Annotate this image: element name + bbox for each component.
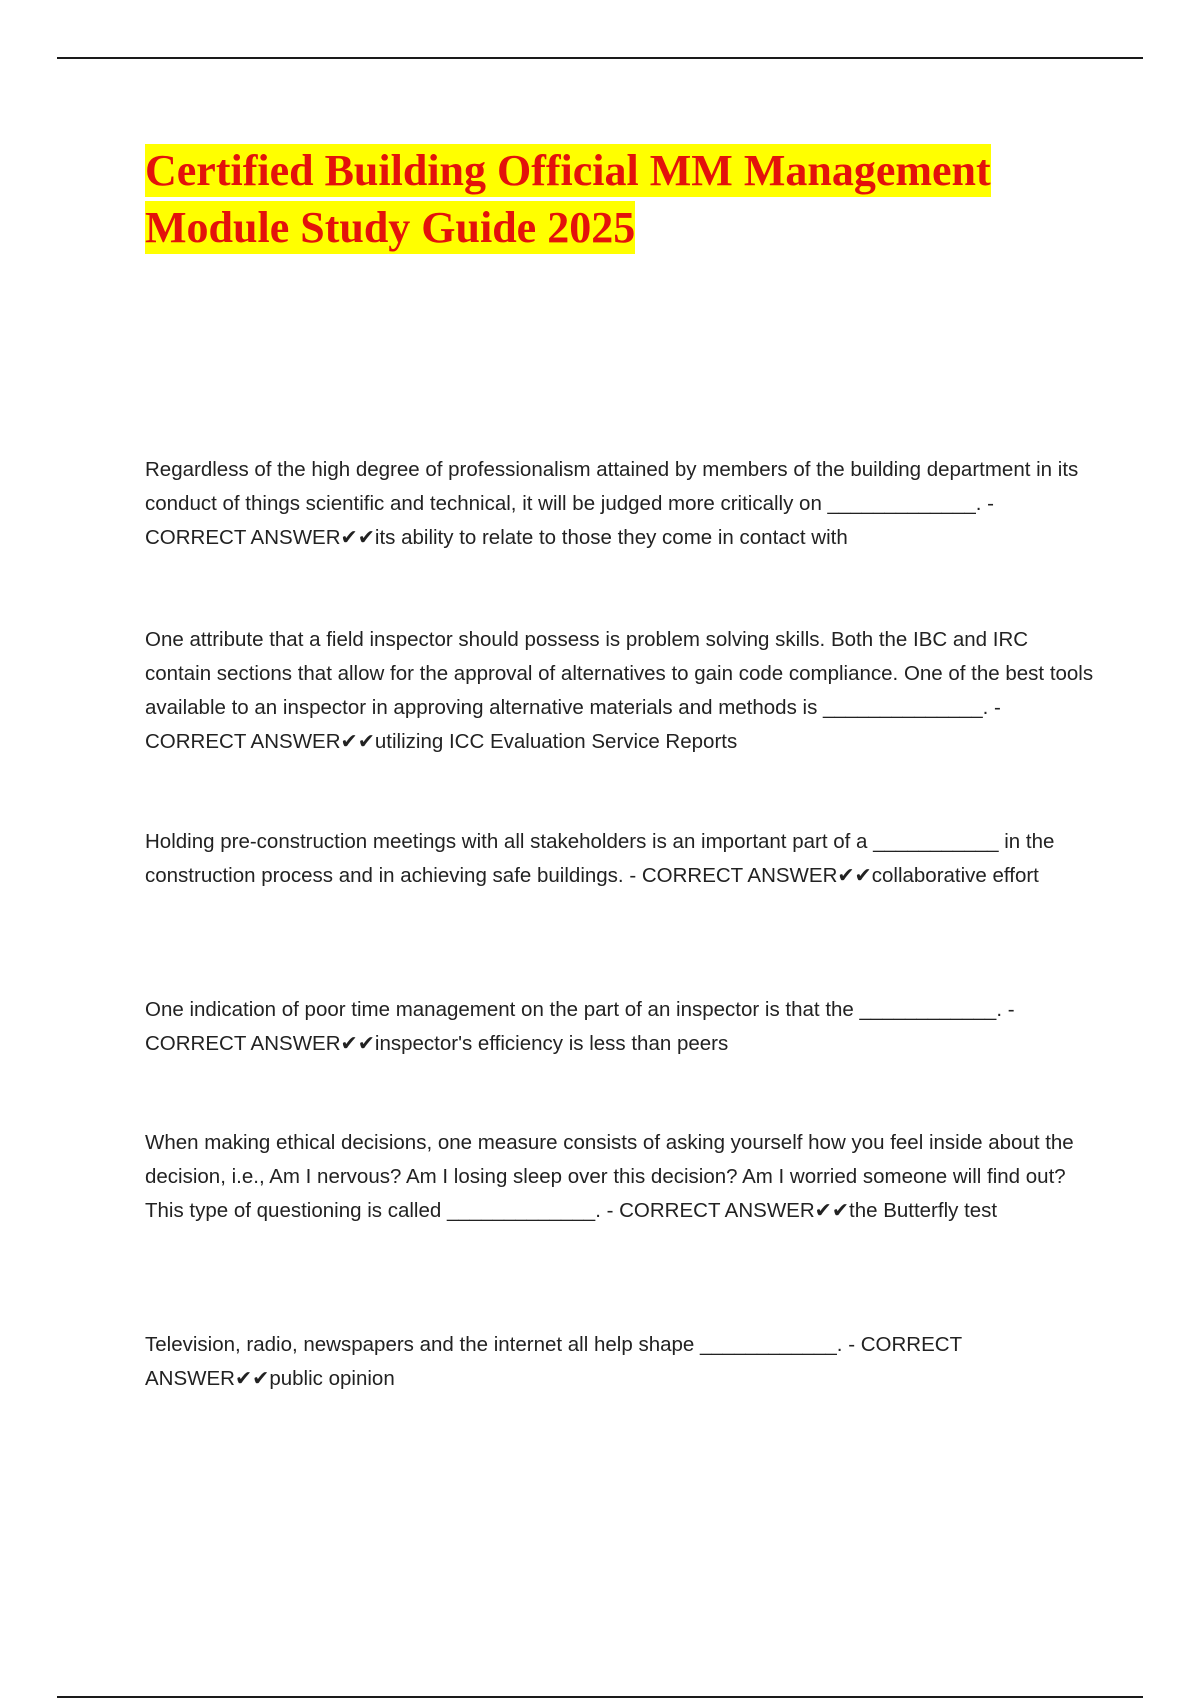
question-text: Regardless of the high degree of professionalism attained by members of the building department in its conduct of things scientific and technical, it will be judged more critically on _____________. xyxy=(145,458,1079,515)
answer-text: collaborative effort xyxy=(871,864,1039,887)
answer-text: the Butterfly test xyxy=(849,1199,998,1222)
question-text: When making ethical decisions, one measure consists of asking yourself how you feel inside about the decision, i.e., Am I nervous? Am I losing sleep over this decision? Am I worried someone will find out? This type of questioning is called _____________. xyxy=(145,1131,1074,1222)
check-marks-icon: ✔✔ xyxy=(340,1032,375,1055)
answer-separator: - xyxy=(1002,998,1015,1021)
answer-label: CORRECT ANSWER xyxy=(145,730,341,753)
qa-item-2 xyxy=(145,623,1095,759)
answer-separator: - xyxy=(981,492,994,515)
top-rule xyxy=(57,57,1143,59)
title-line-1: Certified Building Official MM Management xyxy=(145,146,991,195)
answer-label: CORRECT ANSWER xyxy=(145,1333,962,1390)
qa-item-3 xyxy=(145,825,1095,893)
qa-item-1 xyxy=(145,453,1095,555)
question-text: One attribute that a field inspector should possess is problem solving skills. Both the IBC and IRC contain sections that allow for the approval of alternatives to gain code compliance. One of the best tools available to an inspector in approving alternative materials and methods is ______________. xyxy=(145,628,1094,719)
check-marks-icon: ✔✔ xyxy=(814,1199,849,1222)
bottom-rule xyxy=(57,1696,1143,1698)
qa-item-6 xyxy=(145,1328,1095,1396)
document-title xyxy=(145,142,1085,256)
answer-separator: - xyxy=(988,696,1001,719)
question-text: Television, radio, newspapers and the internet all help shape ____________. xyxy=(145,1333,843,1356)
qa-item-4 xyxy=(145,993,1095,1061)
qa-item-5 xyxy=(145,1126,1095,1228)
question-text: Holding pre-construction meetings with all stakeholders is an important part of a ___________ in the construction process and in achieving safe buildings. xyxy=(145,830,1055,887)
answer-separator: - xyxy=(600,1199,620,1222)
check-marks-icon: ✔✔ xyxy=(340,730,375,753)
answer-separator: - xyxy=(623,864,642,887)
answer-label: CORRECT ANSWER xyxy=(145,526,341,549)
question-text: One indication of poor time management on the part of an inspector is that the ____________. xyxy=(145,998,1003,1021)
check-marks-icon: ✔✔ xyxy=(234,1367,270,1390)
check-marks-icon: ✔✔ xyxy=(340,526,375,549)
check-marks-icon: ✔✔ xyxy=(837,864,872,887)
answer-text: inspector's efficiency is less than peers xyxy=(374,1032,729,1055)
answer-text: utilizing ICC Evaluation Service Reports xyxy=(374,730,738,753)
answer-text: public opinion xyxy=(269,1367,395,1390)
title-line-2: Module Study Guide 2025 xyxy=(145,203,636,252)
answer-label: CORRECT ANSWER xyxy=(619,1199,815,1222)
answer-label: CORRECT ANSWER xyxy=(641,864,838,887)
answer-text: its ability to relate to those they come in contact with xyxy=(374,526,848,549)
answer-label: CORRECT ANSWER xyxy=(145,1032,341,1055)
answer-separator: - xyxy=(842,1333,861,1356)
